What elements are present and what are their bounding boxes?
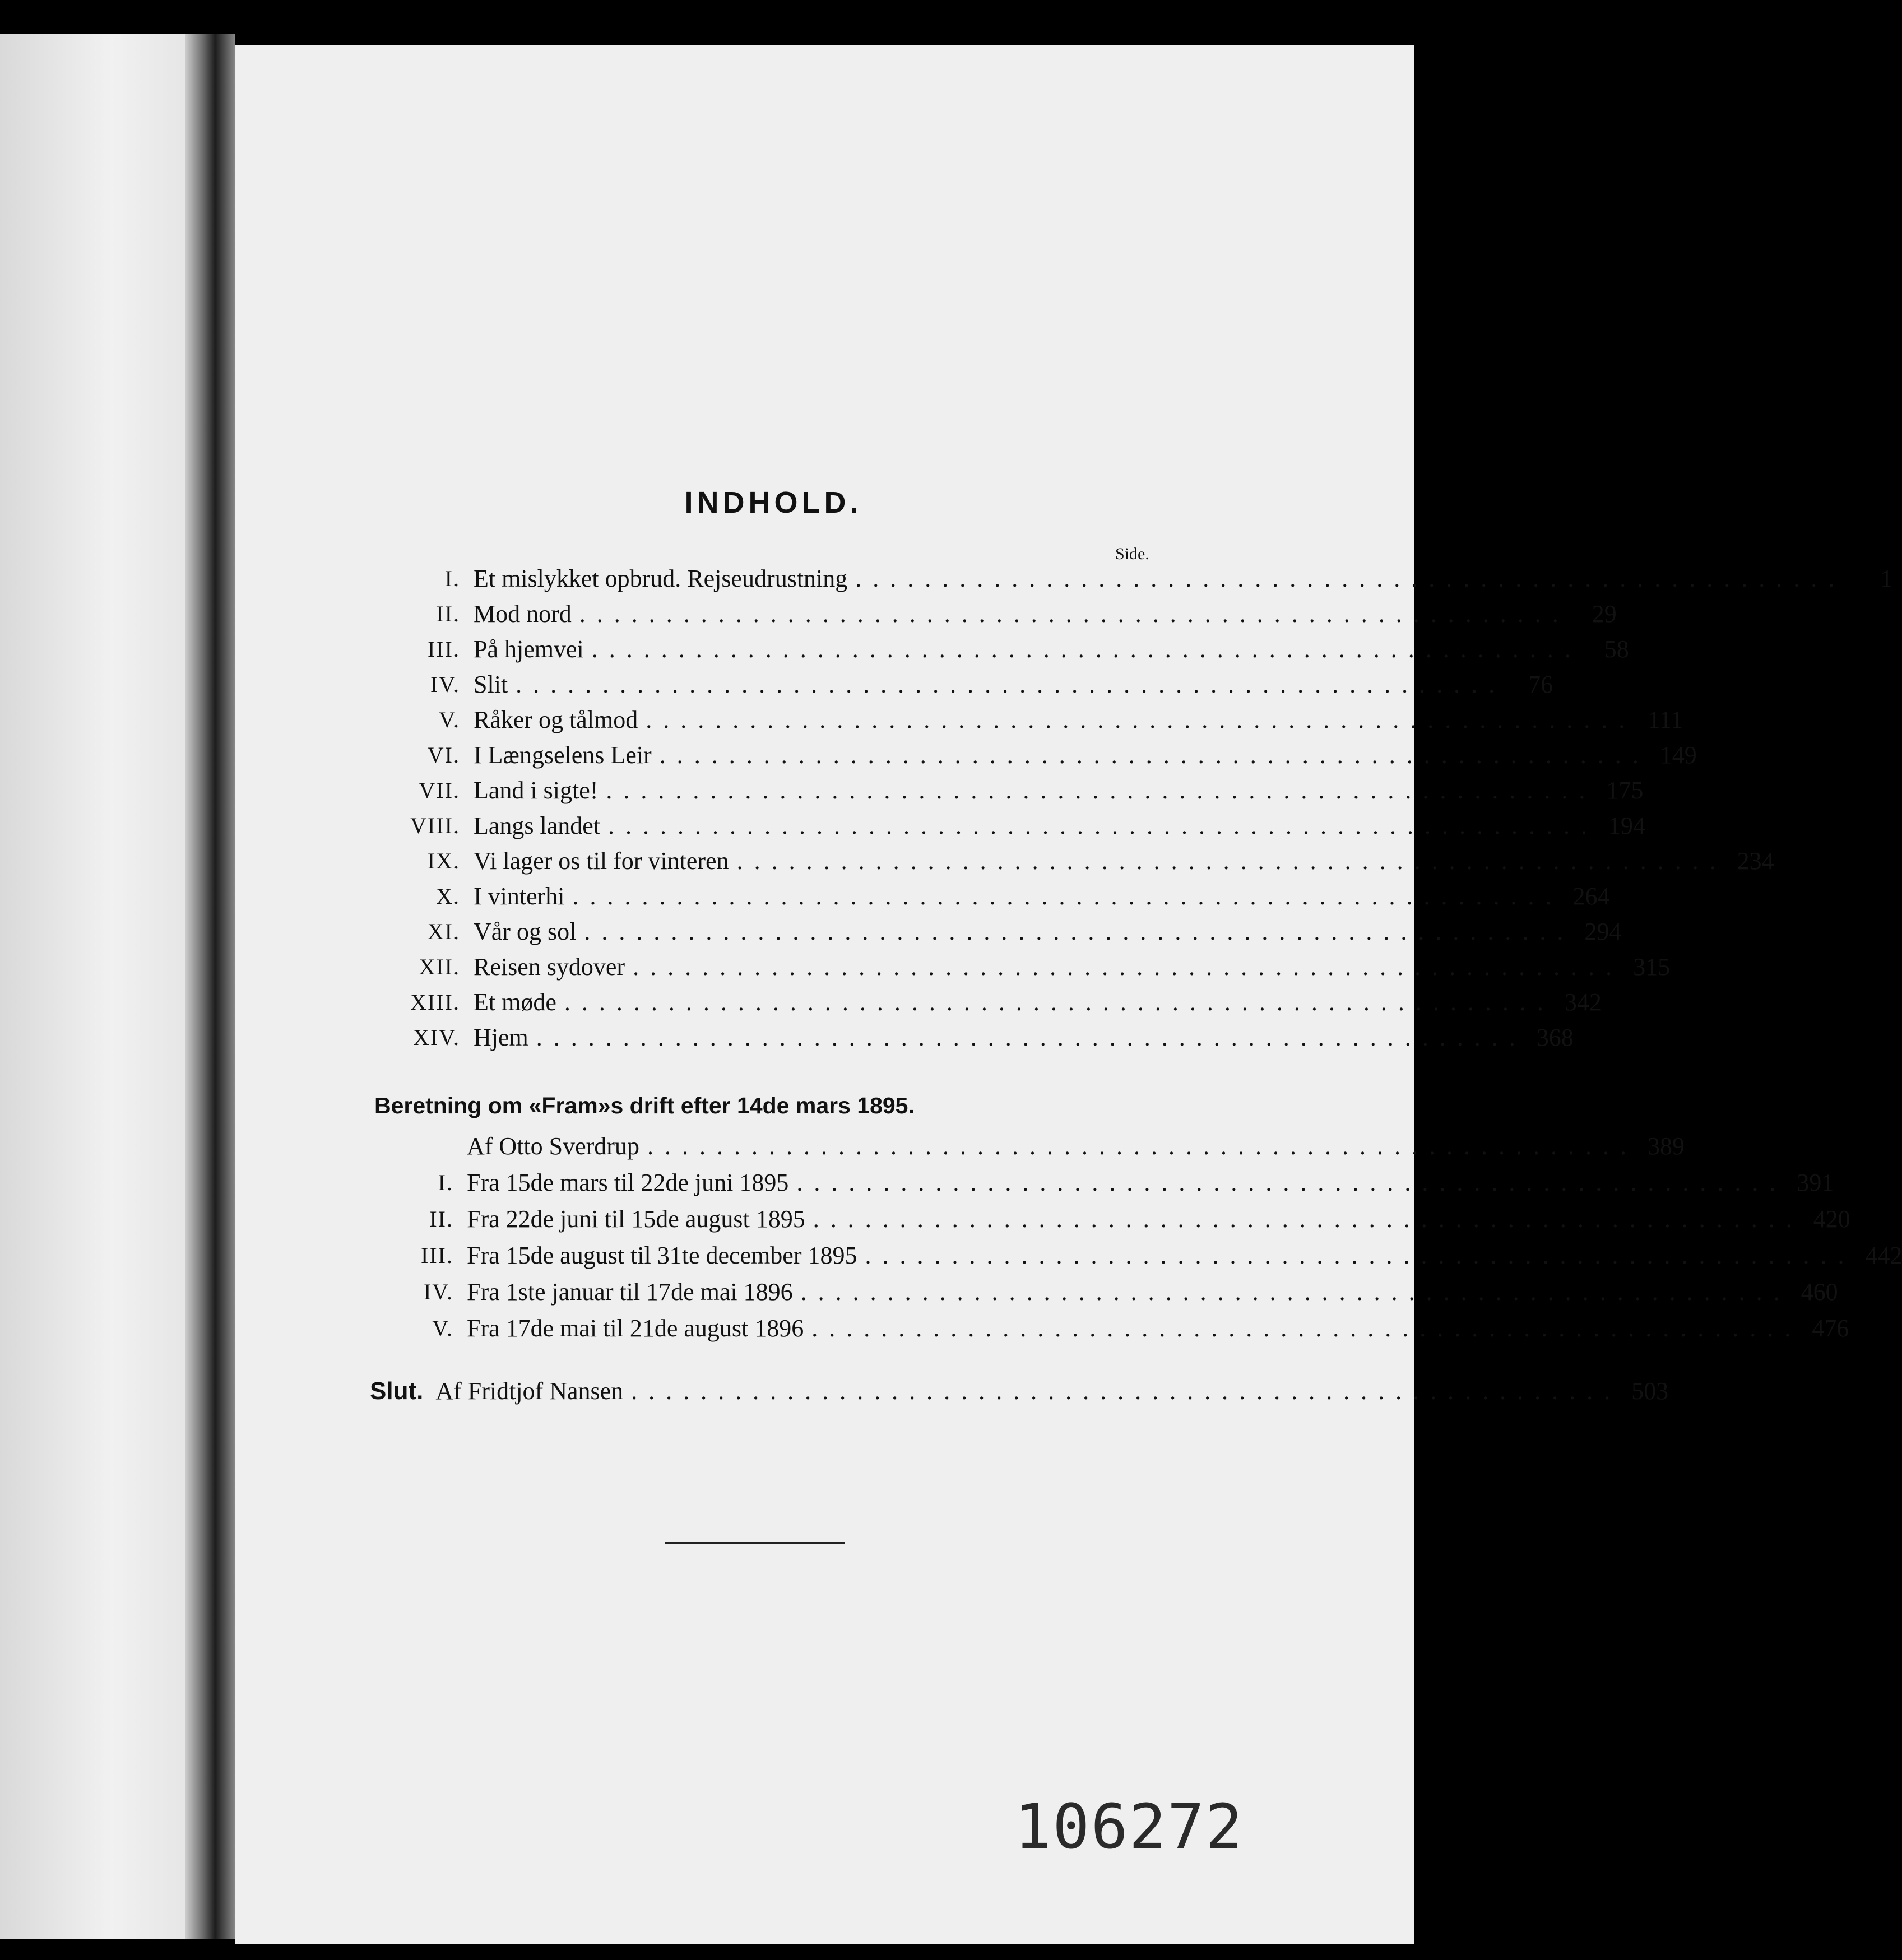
dot-leader: ......................................................... bbox=[800, 1278, 1791, 1306]
toc-entry bbox=[436, 881, 1610, 912]
toc-entry-closing bbox=[370, 1376, 1669, 1407]
toc-title: Fra 15de mars til 22de juni 1895 bbox=[467, 1169, 789, 1196]
toc-numeral: II. bbox=[429, 1206, 453, 1232]
toc-page-number: 503 bbox=[1631, 1377, 1669, 1405]
toc-numeral: III. bbox=[428, 637, 460, 662]
toc-page-number: 315 bbox=[1633, 953, 1671, 981]
toc-numeral: VI. bbox=[427, 742, 460, 768]
toc-title: Slit bbox=[474, 671, 508, 698]
dot-leader: ......................................................... bbox=[631, 1377, 1622, 1405]
toc-title: Land i sigte! bbox=[474, 777, 599, 804]
toc-entry bbox=[427, 846, 1774, 877]
toc-numeral: VIII. bbox=[410, 813, 460, 838]
toc-numeral: XII. bbox=[419, 954, 460, 979]
dot-leader: ......................................................... bbox=[591, 635, 1582, 663]
toc-numeral: I. bbox=[438, 1170, 453, 1195]
toc-numeral: III. bbox=[421, 1243, 453, 1268]
toc-entry bbox=[428, 634, 1629, 665]
dot-leader: ......................................................... bbox=[608, 812, 1599, 839]
dot-leader: ......................................................... bbox=[516, 671, 1506, 698]
toc-page-number: 234 bbox=[1737, 847, 1774, 875]
closing-label: Slut. bbox=[370, 1377, 424, 1405]
toc-page-number: 149 bbox=[1659, 741, 1697, 769]
toc-entry bbox=[467, 1131, 1685, 1162]
dot-leader: ......................................................... bbox=[811, 1315, 1802, 1342]
library-stamp-number: 106272 bbox=[1014, 1791, 1244, 1863]
toc-page-number: 391 bbox=[1797, 1169, 1834, 1196]
toc-numeral: V. bbox=[432, 1316, 453, 1341]
dot-leader: ......................................................... bbox=[564, 988, 1555, 1016]
divider-rule bbox=[665, 1542, 845, 1544]
toc-title: Fra 22de juni til 15de august 1895 bbox=[467, 1205, 805, 1233]
dot-leader: ......................................................... bbox=[584, 918, 1575, 945]
toc-page-number: 389 bbox=[1647, 1132, 1685, 1160]
toc-page-number: 1 bbox=[1880, 565, 1893, 592]
toc-numeral: X. bbox=[436, 884, 460, 909]
toc-numeral: IV. bbox=[430, 672, 460, 697]
toc-numeral: II. bbox=[436, 601, 460, 626]
toc-entry bbox=[429, 1204, 1850, 1235]
toc-numeral: IX. bbox=[427, 848, 460, 874]
toc-page-number: 76 bbox=[1528, 671, 1553, 698]
toc-page-number: 294 bbox=[1584, 918, 1622, 945]
toc-entry bbox=[438, 1167, 1834, 1199]
toc-title: Langs landet bbox=[474, 812, 601, 839]
dot-leader: ......................................................... bbox=[633, 953, 1623, 981]
toc-page-number: 111 bbox=[1648, 706, 1683, 733]
dot-leader: ......................................................... bbox=[796, 1169, 1787, 1196]
book-gutter bbox=[185, 34, 235, 1939]
report-section-heading: Beretning om «Fram»s drift efter 14de mars 1895. bbox=[374, 1093, 915, 1118]
toc-entry bbox=[419, 775, 1644, 806]
dot-leader: ......................................................... bbox=[736, 847, 1727, 875]
contents-heading: INDHOLD. bbox=[684, 486, 862, 519]
toc-page-number: 175 bbox=[1606, 777, 1644, 804]
toc-page-number: 264 bbox=[1572, 883, 1610, 910]
facing-page bbox=[0, 34, 185, 1939]
toc-title: Mod nord bbox=[474, 600, 572, 628]
toc-numeral: XIV. bbox=[413, 1025, 460, 1050]
toc-page-number: 368 bbox=[1536, 1024, 1574, 1051]
toc-entry bbox=[421, 1240, 1902, 1271]
toc-entry bbox=[423, 1276, 1838, 1308]
toc-title: Af Fridtjof Nansen bbox=[435, 1377, 624, 1405]
toc-page-number: 29 bbox=[1592, 600, 1617, 628]
toc-entry bbox=[432, 1313, 1849, 1344]
toc-title: Et møde bbox=[474, 988, 556, 1016]
toc-entry bbox=[439, 704, 1683, 736]
toc-title: Fra 1ste januar til 17de mai 1896 bbox=[467, 1278, 793, 1306]
toc-numeral: XIII. bbox=[410, 990, 460, 1015]
dot-leader: ......................................................... bbox=[646, 706, 1636, 733]
dot-leader: ......................................................... bbox=[813, 1205, 1803, 1233]
toc-entry bbox=[427, 916, 1622, 948]
toc-entry bbox=[410, 810, 1646, 842]
toc-entry bbox=[413, 1022, 1574, 1053]
toc-page-number: 476 bbox=[1812, 1315, 1849, 1342]
toc-entry bbox=[427, 740, 1697, 771]
toc-title: Et mislykket opbrud. Rejseudrustning bbox=[474, 565, 848, 592]
toc-entry bbox=[410, 987, 1602, 1018]
toc-numeral: IV. bbox=[423, 1279, 453, 1304]
toc-title: Vi lager os til for vinteren bbox=[474, 847, 729, 875]
dot-leader: ......................................................... bbox=[606, 777, 1597, 804]
toc-numeral: VII. bbox=[419, 778, 460, 803]
toc-entry bbox=[430, 669, 1553, 700]
toc-numeral: V. bbox=[439, 707, 460, 732]
dot-leader: ......................................................... bbox=[579, 600, 1570, 628]
toc-title: På hjemvei bbox=[474, 635, 584, 663]
toc-numeral: XI. bbox=[427, 919, 460, 944]
toc-title: Fra 15de august til 31te december 1895 bbox=[467, 1242, 857, 1269]
toc-page-number: 342 bbox=[1564, 988, 1602, 1016]
toc-title: Hjem bbox=[474, 1024, 528, 1051]
toc-title: Fra 17de mai til 21de august 1896 bbox=[467, 1315, 804, 1342]
dot-leader: ......................................................... bbox=[572, 883, 1563, 910]
toc-title: I Længselens Leir bbox=[474, 741, 652, 769]
toc-entry bbox=[419, 951, 1671, 983]
toc-entry bbox=[444, 563, 1893, 594]
toc-page-number: 442 bbox=[1865, 1242, 1902, 1269]
dot-leader: ......................................................... bbox=[536, 1024, 1527, 1051]
page-column-label: Side. bbox=[1115, 545, 1149, 563]
toc-title: I vinterhi bbox=[474, 883, 565, 910]
toc-page-number: 194 bbox=[1608, 812, 1646, 839]
toc-page-number: 420 bbox=[1813, 1205, 1850, 1233]
dot-leader: ......................................................... bbox=[855, 565, 1846, 592]
toc-numeral: I. bbox=[444, 566, 460, 591]
toc-page-number: 460 bbox=[1801, 1278, 1838, 1306]
dot-leader: ......................................................... bbox=[865, 1242, 1855, 1269]
dot-leader: ......................................................... bbox=[647, 1132, 1637, 1160]
toc-entry bbox=[436, 598, 1617, 630]
toc-title: Af Otto Sverdrup bbox=[467, 1132, 639, 1160]
toc-title: Reisen sydover bbox=[474, 953, 625, 981]
dot-leader: ......................................................... bbox=[659, 741, 1650, 769]
toc-page-number: 58 bbox=[1604, 635, 1629, 663]
toc-title: Råker og tålmod bbox=[474, 706, 638, 733]
toc-title: Vår og sol bbox=[474, 918, 577, 945]
